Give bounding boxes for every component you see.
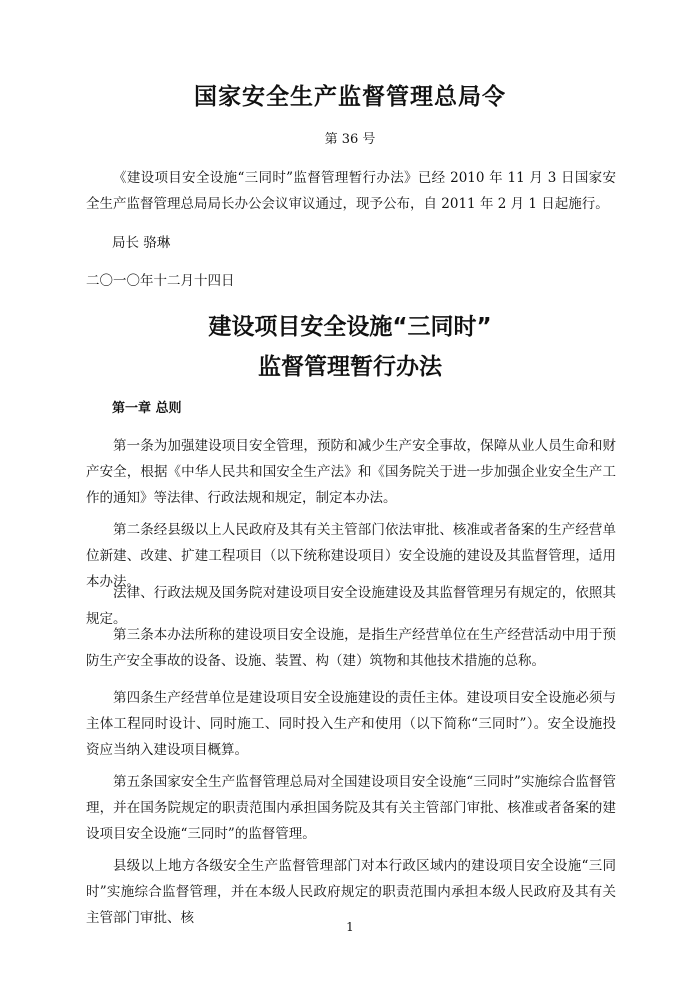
document-title-line1: 建设项目安全设施“三同时” (208, 314, 492, 340)
article-paragraph: 第五条国家安全生产监督管理总局对全国建设项目安全设施“三同时”实施综合监督管理，并在国务院规定的职责范围内承担国务院及其有关主管部门审批、核准或者备案的建设项目安全设施“三同时”的监督管理。 (86, 774, 616, 842)
page-number: 1 (346, 920, 354, 934)
article-paragraph: 第二条经县级以上人民政府及其有关主管部门依法审批、核准或者备案的生产经营单位新建、改建、扩建工程项目（以下统称建设项目）安全设施的建设及其监督管理，适用本办法。 (86, 522, 616, 590)
order-number: 第 36 号 (324, 132, 376, 147)
chapter-heading: 第一章 总则 (112, 401, 182, 416)
document-title-line2: 监督管理暂行办法 (258, 354, 442, 380)
issue-date: 二〇一〇年十二月十四日 (86, 273, 235, 289)
article-paragraph: 第一条为加强建设项目安全管理，预防和减少生产安全事故，保障从业人员生命和财产安全，根据《中华人民共和国安全生产法》和《国务院关于进一步加强企业安全生产工作的通知》等法律、行政法规和规定，制定本办法。 (86, 438, 616, 506)
order-title: 国家安全生产监督管理总局令 (194, 84, 506, 110)
article-paragraph: 第三条本办法所称的建设项目安全设施，是指生产经营单位在生产经营活动中用于预防生产安全事故的设备、设施、装置、构（建）筑物和其他技术措施的总称。 (86, 627, 616, 669)
signatory: 局长 骆琳 (112, 235, 171, 251)
article-paragraph: 法律、行政法规及国务院对建设项目安全设施建设及其监督管理另有规定的，依照其规定。 (86, 585, 616, 627)
order-intro: 《建设项目安全设施“三同时”监督管理暂行办法》已经 2010 年 11 月 3 日国家安全生产监督管理总局局长办公会议审议通过，现予公布，自 2011 年 2 月 1 日起施行。 (86, 170, 616, 212)
article-paragraph: 第四条生产经营单位是建设项目安全设施建设的责任主体。建设项目安全设施必须与主体工程同时设计、同时施工、同时投入生产和使用（以下简称“三同时”）。安全设施投资应当纳入建设项目概算。 (86, 690, 616, 758)
article-paragraph: 县级以上地方各级安全生产监督管理部门对本行政区域内的建设项目安全设施“三同时”实施综合监督管理，并在本级人民政府规定的职责范围内承担本级人民政府及其有关主管部门审批、核 (86, 858, 616, 926)
